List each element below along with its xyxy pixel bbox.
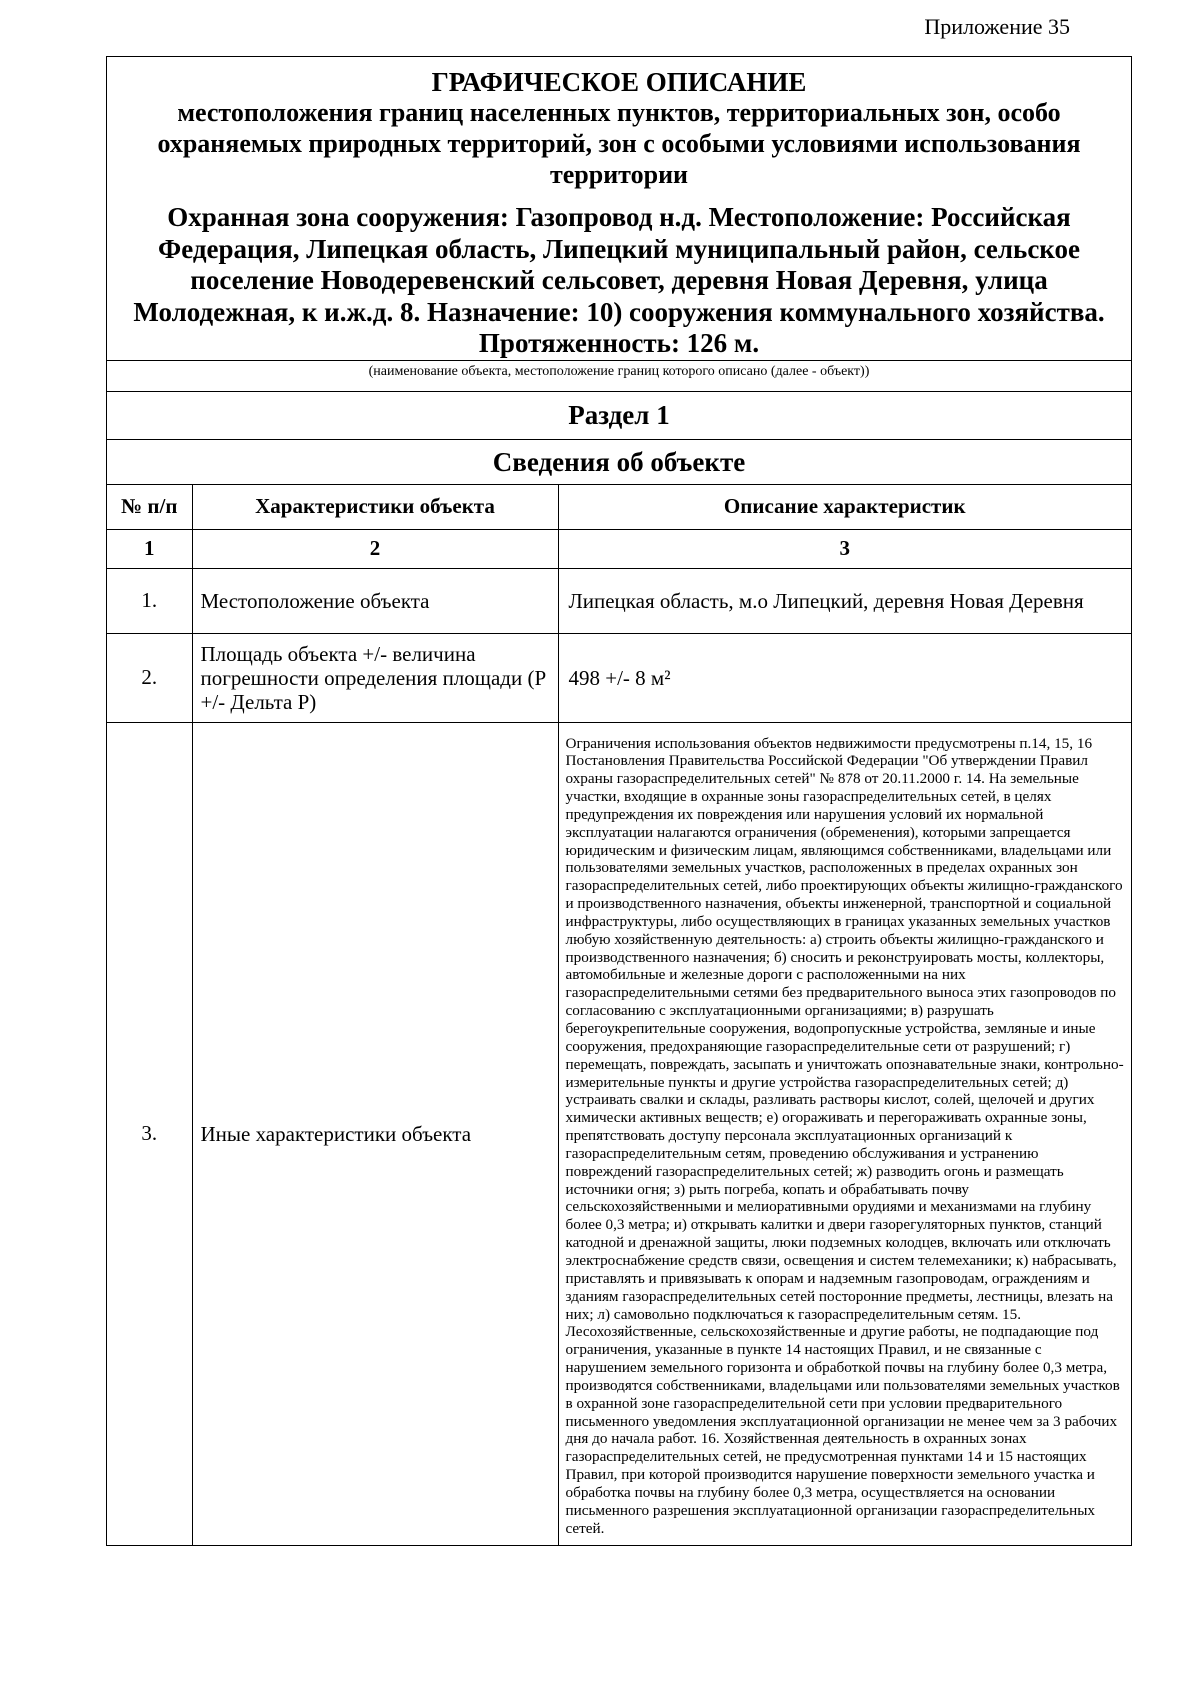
document-frame <box>106 56 1132 1546</box>
column-number: 1 <box>107 529 192 568</box>
row-characteristic: Иные характеристики объекта <box>192 722 558 1545</box>
object-description: Охранная зона сооружения: Газопровод н.д. Местоположение: Российская Федерация, Липецкая область, Липецкий муниципальный район, сельское поселение Новодеревенский сельсовет, деревня Новая Деревня, улица Молодежная, к и.ж.д. 8. Назначение: 10) сооружения коммунального хозяйства. Протяженность: 126 м. <box>133 202 1105 358</box>
appendix-label: Приложение 35 <box>924 14 1070 39</box>
row-number: 2. <box>107 633 192 722</box>
table-row <box>107 633 1131 722</box>
column-header: Описание характеристик <box>558 484 1131 529</box>
section-heading: Сведения об объекте <box>107 439 1131 484</box>
column-number-row <box>107 529 1131 568</box>
column-header: № п/п <box>107 484 192 529</box>
document-subtitle: местоположения границ населенных пунктов, территориальных зон, особо охраняемых природных территорий, зон с особыми условиями использования территории <box>157 98 1081 189</box>
table-row <box>107 722 1131 1545</box>
row-characteristic: Местоположение объекта <box>192 568 558 633</box>
row-number: 3. <box>107 722 192 1545</box>
column-number: 2 <box>192 529 558 568</box>
row-number: 1. <box>107 568 192 633</box>
row-description: Липецкая область, м.о Липецкий, деревня Новая Деревня <box>558 568 1131 633</box>
title-block <box>107 57 1131 360</box>
row-characteristic: Площадь объекта +/- величина погрешности определения площади (P +/- Дельта P) <box>192 633 558 722</box>
document-title: ГРАФИЧЕСКОЕ ОПИСАНИЕ <box>431 67 807 97</box>
row-description: Ограничения использования объектов недвижимости предусмотрены п.14, 15, 16 Постановления Правительства Российской Федерации "Об утверждении Правил охраны газораспределительных сетей" № 878 от 20.11.2000 г. 14. На земельные участки, входящие в охранные зоны газораспределительных сетей, в целях предупреждения их повреждения или нарушения условий их нормальной эксплуатации налагаются ограничения (обременения), которыми запрещается юридическим и физическим лицам, являющимся собственниками, владельцами или пользователями земельных участков, расположенных в пределах охранных зон газораспределительных сетей, либо проектирующих объекты жилищно-гражданского и производственного назначения, объекты инженерной, транспортной и социальной инфраструктуры, либо осуществляющих в границах указанных земельных участков любую хозяйственную деятельность: а) строить объекты жилищно-гражданского и производственного назначения; б) сносить и реконструировать мосты, коллекторы, автомобильные и железные дороги с расположенными на них газораспределительными сетями без предварительного выноса этих газопроводов по согласованию с эксплуатационными организациями; в) разрушать берегоукрепительные сооружения, водопропускные устройства, земляные и иные сооружения, предохраняющие газораспределительные сети от разрушений; г) перемещать, повреждать, засыпать и уничтожать опознавательные знаки, контрольно-измерительные пункты и другие устройства газораспределительных сетей; д) устраивать свалки и склады, разливать растворы кислот, солей, щелочей и других химически активных веществ; е) огораживать и перегораживать охранные зоны, препятствовать доступу персонала эксплуатационных организаций к газораспределительным сетям, проведению обслуживания и устранению повреждений газораспределительных сетей; ж) разводить огонь и размещать источники огня; з) рыть погреба, копать и обрабатывать почву сельскохозяйственными и мелиоративными орудиями и механизмами на глубину более 0,3 метра; и) открывать калитки и двери газорегуляторных пунктов, станций катодной и дренажной защиты, люки подземных колодцев, включать или отключать электроснабжение средств связи, освещения и систем телемеханики; к) набрасывать, приставлять и привязывать к опорам и надземным газопроводам, ограждениям и зданиям газораспределительных сетей посторонние предметы, лестницы, влезать на них; л) самовольно подключаться к газораспределительным сетям. 15. Лесохозяйственные, сельскохозяйственные и другие работы, не подпадающие под ограничения, указанные в пункте 14 настоящих Правил, и не связанные с нарушением земельного горизонта и обработкой почвы на глубину более 0,3 метра, производятся собственниками, владельцами или пользователями земельных участков в охранной зоне газораспределительной сети при условии предварительного письменного уведомления эксплуатационной организации не менее чем за 3 рабочих дня до начала работ. 16. Хозяйственная деятельность в охранных зонах газораспределительных сетей, не предусмотренная пунктами 14 и 15 настоящих Правил, при которой производится нарушение поверхности земельного участка и обработка почвы на глубину более 0,3 метра, осуществляется на основании письменного разрешения эксплуатационной организации газораспределительных сетей. <box>558 722 1131 1545</box>
section-title: Раздел 1 <box>107 391 1131 439</box>
row-description: 498 +/- 8 м² <box>558 633 1131 722</box>
object-caption: (наименование объекта, местоположение границ которого описано (далее - объект)) <box>107 360 1131 391</box>
table-row <box>107 568 1131 633</box>
table-header-row <box>107 484 1131 529</box>
object-info-table <box>107 484 1131 1546</box>
column-header: Характеристики объекта <box>192 484 558 529</box>
column-number: 3 <box>558 529 1131 568</box>
